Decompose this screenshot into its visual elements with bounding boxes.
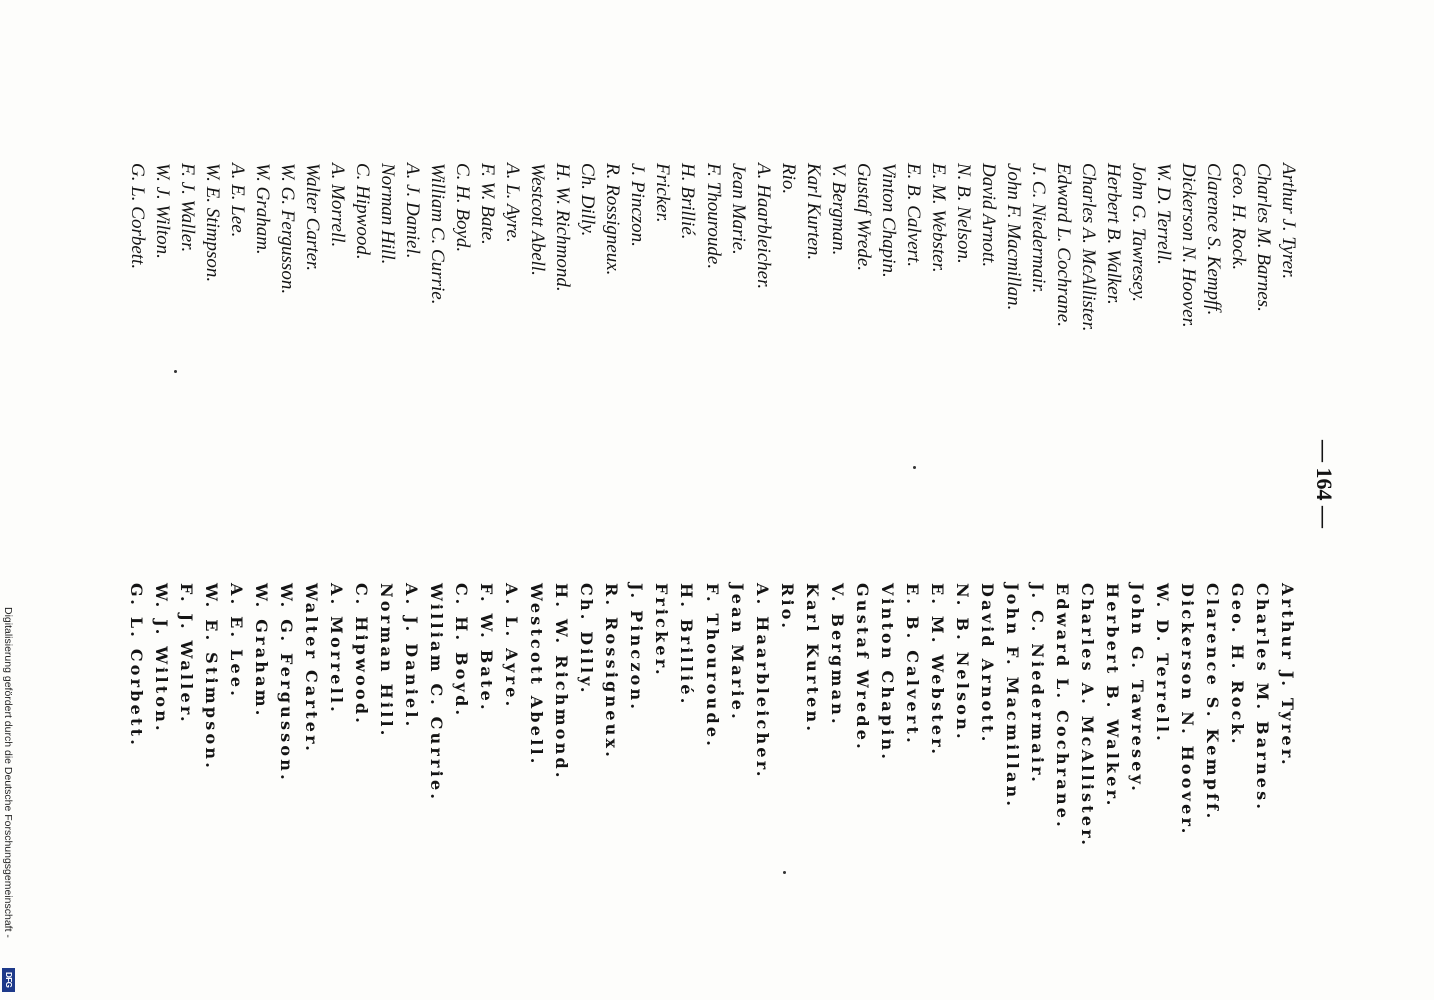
name-entry: F. W. Bate. — [477, 583, 496, 713]
name-entry: A. E. Lee. — [227, 583, 246, 700]
name-entry: W. G. Fergusson. — [277, 583, 296, 783]
name-entry: Charles A. McAllister. — [1078, 163, 1099, 332]
name-entry: Charles M. Barnes. — [1253, 163, 1274, 312]
name-entry: F. J. Waller. — [177, 583, 196, 725]
name-entry: J. C. Niedermair. — [1028, 583, 1047, 786]
name-entry: W. D. Terrell. — [1153, 163, 1174, 265]
name-entry: W. Graham. — [252, 583, 271, 719]
name-entry: W. E. Stimpson. — [202, 583, 221, 771]
name-entry: Walter Carter. — [302, 583, 321, 755]
name-entry: N. B. Nelson. — [953, 163, 974, 264]
name-entry: Gustaf Wrede. — [853, 583, 872, 752]
name-entry: C. Hipwood. — [352, 163, 373, 260]
name-entry: A. J. Daniel. — [402, 583, 421, 730]
name-entry: Geo. H. Rock. — [1228, 583, 1247, 747]
name-entry: Arthur J. Tyrer. — [1278, 163, 1299, 280]
name-entry: Clarence S. Kempff. — [1203, 583, 1222, 822]
print-speck — [913, 466, 916, 469]
name-entry: A. J. Daniel. — [402, 163, 423, 259]
name-entry: E. M. Webster. — [928, 163, 949, 273]
name-entry: A. L. Ayre. — [502, 583, 521, 710]
name-entry: Rio. — [778, 163, 799, 195]
name-entry: G. L. Corbett. — [127, 163, 148, 270]
name-entry: V. Bergman. — [828, 583, 847, 727]
name-entry: Charles M. Barnes. — [1253, 583, 1272, 813]
name-entry: J. C. Niedermair. — [1028, 163, 1049, 294]
name-entry: Clarence S. Kempff. — [1203, 163, 1224, 316]
name-entry: Rio. — [778, 583, 797, 632]
name-entry: Geo. H. Rock. — [1228, 163, 1249, 271]
name-entry: F. W. Bate. — [477, 163, 498, 245]
name-entry: Dickerson N. Hoover. — [1178, 583, 1197, 837]
name-entry: Westcott Abell. — [527, 163, 548, 276]
name-entry: C. H. Boyd. — [452, 583, 471, 719]
name-entry: W. J. Wilton. — [152, 163, 173, 259]
name-entry: David Arnott. — [978, 583, 997, 745]
name-entry: Karl Kurten. — [803, 163, 824, 261]
name-entry: A. Morrell. — [327, 583, 346, 715]
name-entry: A. L. Ayre. — [502, 163, 523, 243]
name-entry: Karl Kurten. — [803, 583, 822, 735]
name-entry: E. M. Webster. — [928, 583, 947, 758]
name-entry: Herbert B. Walker. — [1103, 163, 1124, 305]
name-entry: Fricker. — [652, 163, 673, 223]
name-entry: Dickerson N. Hoover. — [1178, 163, 1199, 328]
name-entry: W. J. Wilton. — [152, 583, 171, 734]
name-entry: Gustaf Wrede. — [853, 163, 874, 272]
name-entry: Charles A. McAllister. — [1078, 583, 1097, 849]
page-number: — 164 — — [1312, 440, 1337, 528]
name-entry: Ch. Dilly. — [577, 583, 596, 696]
name-entry: Fricker. — [652, 583, 671, 678]
name-entry: William C. Currie. — [427, 163, 448, 305]
name-entry: Arthur J. Tyrer. — [1278, 583, 1297, 768]
name-entry: A. Haarbleicher. — [753, 163, 774, 290]
name-entry: A. E. Lee. — [227, 163, 248, 238]
name-entry: John F. Macmillan. — [1003, 163, 1024, 311]
name-entry: W. E. Stimpson. — [202, 163, 223, 283]
name-entry: W. Graham. — [252, 163, 273, 255]
name-entry: Jean Marie. — [728, 163, 749, 255]
name-entry: H. Brillié. — [677, 163, 698, 240]
name-entry: Edward L. Cochrane. — [1053, 163, 1074, 327]
name-entry: Ch. Dilly. — [577, 163, 598, 237]
name-entry: John G. Tawresey. — [1128, 163, 1149, 302]
name-entry: Walter Carter. — [302, 163, 323, 272]
name-entry: N. B. Nelson. — [953, 583, 972, 742]
name-entry: Herbert B. Walker. — [1103, 583, 1122, 809]
name-entry: G. L. Corbett. — [127, 583, 146, 748]
name-entry: William C. Currie. — [427, 583, 446, 803]
print-speck — [174, 370, 177, 373]
name-entry: W. D. Terrell. — [1153, 583, 1172, 744]
name-entry: David Arnott. — [978, 163, 999, 268]
name-entry: Westcott Abell. — [527, 583, 546, 767]
name-entry: Jean Marie. — [728, 583, 747, 722]
name-entry: J. Pinczon. — [627, 163, 648, 247]
name-entry: H. Brillié. — [677, 583, 696, 707]
name-entry: A. Morrell. — [327, 163, 348, 248]
name-entry: A. Haarbleicher. — [753, 583, 772, 780]
name-entry: R. Rossigneux. — [602, 583, 621, 761]
name-entry: E. B. Calvert. — [903, 163, 924, 267]
name-entry: F. Thouroude. — [703, 163, 724, 270]
name-entry: E. B. Calvert. — [903, 583, 922, 746]
name-entry: W. G. Fergusson. — [277, 163, 298, 295]
name-entry: J. Pinczon. — [627, 583, 646, 713]
name-entry: V. Bergman. — [828, 163, 849, 256]
digitization-credit: Digitalisierung gefördert durch die Deutsche Forschungsgemeinschaft - — [2, 607, 14, 938]
dfg-logo — [2, 968, 15, 992]
name-entry: H. W. Richmond. — [552, 163, 573, 292]
name-entry: John F. Macmillan. — [1003, 583, 1022, 810]
name-entry: Norman Hill. — [377, 583, 396, 739]
name-entry: Norman Hill. — [377, 163, 398, 265]
print-speck — [783, 871, 786, 874]
name-entry: F. J. Waller. — [177, 163, 198, 253]
name-entry: F. Thouroude. — [703, 583, 722, 750]
name-entry: C. H. Boyd. — [452, 163, 473, 253]
name-entry: Vinton Chapin. — [878, 163, 899, 278]
name-entry: Edward L. Cochrane. — [1053, 583, 1072, 830]
name-entry: H. W. Richmond. — [552, 583, 571, 781]
name-entry: John G. Tawresey. — [1128, 583, 1147, 795]
name-entry: C. Hipwood. — [352, 583, 371, 727]
name-entry: Vinton Chapin. — [878, 583, 897, 763]
dfg-logo-text: DFG — [4, 972, 13, 988]
name-entry: R. Rossigneux. — [602, 163, 623, 276]
